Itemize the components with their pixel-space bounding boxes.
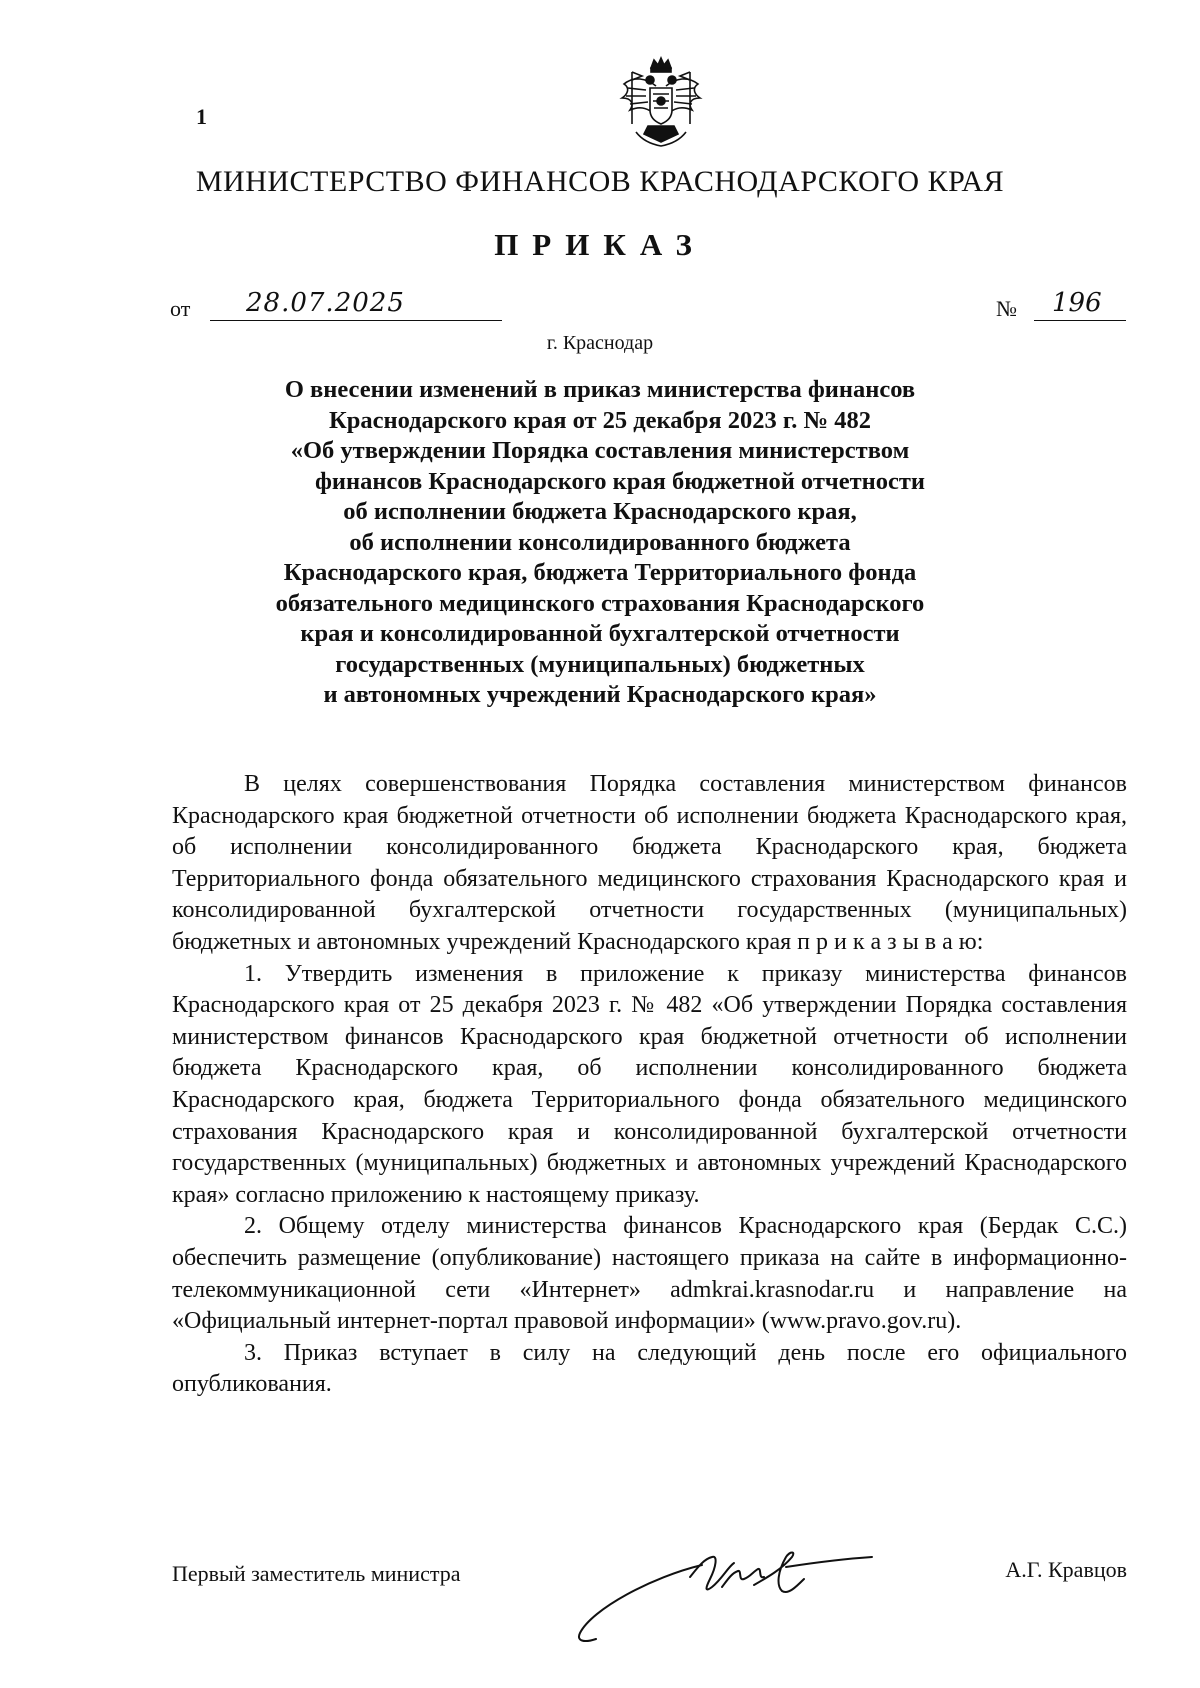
body-paragraph: В целях совершенствования Порядка составления министерством финансов Краснодарского края бюджетной отчетности об исполнении бюджета Краснодарского края, об исполнении консолидированного бюджета Краснодарского края, бюджета Территориального фонда обязательного медицинского страхования Краснодарского края и консолидированной бухгалтерской отчетности государственных (муниципальных) бюджетных и автономных учреждений Краснодарского края п р и к а з ы в а ю: (172, 771, 1127, 955)
date-value: 28.07.2025 (246, 288, 405, 318)
city: г. Краснодар (546, 332, 654, 354)
signatory-position: Первый заместитель министра (172, 1561, 461, 1586)
heading-line: края и консолидированной бухгалтерской отчетности (300, 620, 900, 647)
heading-line: и автономных учреждений Краснодарского края» (323, 681, 877, 708)
heading-line: «Об утверждении Порядка составления министерством (290, 437, 910, 464)
body-paragraph: 1. Утвердить изменения в приложение к приказу министерства финансов Краснодарского края от 25 декабря 2023 г. № 482 «Об утверждении Порядка составления министерством финансов Краснодарского края бюджетной отчетности об исполнении бюджета Краснодарского края, об исполнении консолидированного бюджета Краснодарского края, бюджета Территориального фонда обязательного медицинского страхования Краснодарского края и консолидированной бухгалтерской отчетности государственных (муниципальных) бюджетных и автономных учреждений Краснодарского края» согласно приложению к настоящему приказу. (172, 960, 1127, 1208)
signature-block (172, 1537, 1127, 1647)
heading-line: Краснодарского края, бюджета Территориального фонда (283, 559, 917, 586)
date-number-row (170, 288, 1130, 332)
heading-line: О внесении изменений в приказ министерства финансов (284, 376, 916, 403)
coat-of-arms-icon (618, 54, 704, 150)
date-prefix: от (170, 296, 191, 321)
heading-line: финансов Краснодарского края бюджетной отчетности (314, 467, 926, 495)
heading-line: государственных (муниципальных) бюджетных (335, 650, 865, 678)
handwritten-signature-icon (572, 1537, 892, 1647)
date-underline (210, 320, 502, 321)
document-heading (0, 375, 1200, 711)
heading-line: обязательного медицинского страхования Краснодарского (275, 589, 925, 617)
number-underline (1034, 320, 1126, 321)
document-body (172, 769, 1127, 1401)
body-paragraph: 2. Общему отделу министерства финансов Краснодарского края (Бердак С.С.) обеспечить размещение (опубликование) настоящего приказа на сайте в информационно-телекоммуникационной сети «Интернет» admkrai.krasnodar.ru и направление на «Официальный интернет-портал правовой информации» (www.pravo.gov.ru). (172, 1213, 1127, 1335)
number-value: 196 (1052, 288, 1102, 318)
signatory-name: А.Г. Кравцов (1005, 1557, 1127, 1582)
number-prefix: № (996, 296, 1017, 321)
heading-line: об исполнении консолидированного бюджета (349, 528, 851, 556)
body-paragraph: 3. Приказ вступает в силу на следующий день после его официального опубликования. (172, 1339, 1127, 1398)
heading-line: Краснодарского края от 25 декабря 2023 г. № 482 (328, 406, 872, 434)
page-mark: 1 (196, 104, 207, 129)
ministry-name: МИНИСТЕРСТВО ФИНАНСОВ КРАСНОДАРСКОГО КРАЯ (195, 165, 1005, 198)
heading-line: об исполнении бюджета Краснодарского края, (343, 498, 857, 525)
document-type: ПРИКАЗ (494, 227, 706, 262)
